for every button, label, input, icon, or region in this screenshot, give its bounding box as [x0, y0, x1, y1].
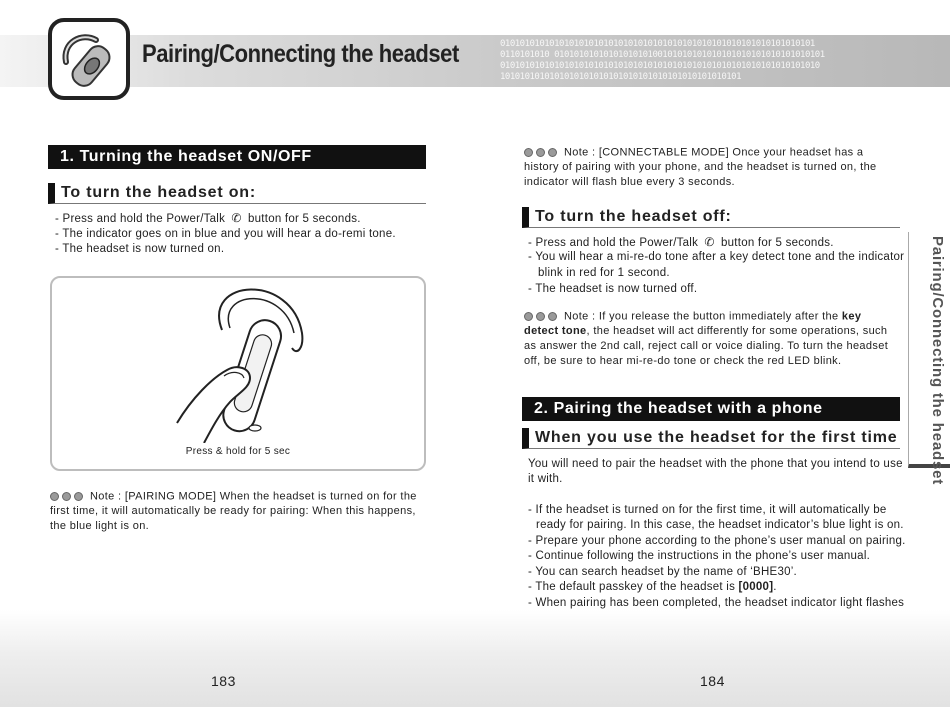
page-number-right: 184: [700, 673, 725, 689]
pair-line-7: - When pairing has been completed, the headset indicator light flashes: [528, 597, 905, 609]
hand-pressing-headset-icon: [52, 278, 424, 443]
note-connectable-mode: Note : [CONNECTABLE MODE] Once your headset has a history of pairing with your phone, and the headset is turned on, the indicator will flash blue every 3 seconds.: [524, 146, 877, 189]
pair-line-5: - You can search headset by the name of ‘BHE30’.: [528, 566, 797, 578]
off-line-2: - You will hear a mi-re-do tone after a key detect tone and the indicator: [528, 251, 905, 263]
intro-line-2: it with.: [528, 473, 563, 485]
side-tab-label: Pairing/Connecting the headset: [929, 236, 946, 486]
on-line-1: - Press and hold the Power/Talk ✆ button for 5 seconds.: [55, 211, 361, 225]
page-number-left: 183: [211, 673, 236, 689]
side-tab: [908, 232, 950, 486]
power-talk-icon: ✆: [704, 235, 715, 249]
intro-line-1: You will need to pair the headset with the phone that you intend to use: [528, 458, 903, 470]
pair-line-2: ready for pairing. In this case, the headset indicator’s blue light is on.: [536, 519, 904, 531]
off-line-4: - The headset is now turned off.: [528, 283, 698, 295]
pair-line-3: - Prepare your phone according to the phone’s user manual on pairing.: [528, 535, 906, 547]
subheading-turn-on: To turn the headset on:: [48, 183, 426, 204]
off-line-1: - Press and hold the Power/Talk ✆ button for 5 seconds.: [528, 235, 834, 249]
on-line-3: - The headset is now turned on.: [55, 243, 225, 255]
on-line-2: - The indicator goes on in blue and you will hear a do-remi tone.: [55, 228, 396, 240]
power-talk-icon: ✆: [231, 211, 242, 225]
note-key-detect: Note : If you release the button immediately after the key detect tone, the headset will act differently for some operations, such as answer the 2nd call, reject call or voice dialing. To turn the headset off, be sure to hear mi-re-do tone or check the red LED blink.: [524, 310, 889, 368]
note-dots-icon: [524, 309, 560, 324]
note-dots-icon: [524, 145, 560, 160]
section-pairing: 2. Pairing the headset with a phone: [522, 397, 900, 421]
off-line-3: blink in red for 1 second.: [538, 267, 670, 279]
binary-pattern: 0101010101010101010101010101010101010101010101010101010101010101 0110101010 0101010101010101010100101010101010101010101010101010101 01010101010101010101010101010101010101010101010101010101010101010 1010101010101010101010101010101010101010101010101: [500, 39, 825, 82]
subheading-first-time: When you use the headset for the first time: [522, 428, 900, 449]
pair-line-6: - The default passkey of the headset is [0000].: [528, 581, 777, 593]
headset-icon: [52, 22, 126, 96]
page-title: Pairing/Connecting the headset: [142, 40, 459, 68]
figure-box: [50, 276, 426, 471]
section-turning-on-off: 1. Turning the headset ON/OFF: [48, 145, 426, 169]
pair-line-4: - Continue following the instructions in the phone’s user manual.: [528, 550, 871, 562]
default-passkey: [0000]: [738, 581, 774, 593]
note-dots-icon: [50, 489, 86, 504]
note-pairing-mode: Note : [PAIRING MODE] When the headset is turned on for the first time, it will automatically be ready for pairing: When this happens, the blue light is on.: [50, 490, 417, 533]
bottom-cloud-band: [0, 610, 950, 707]
pair-line-1: - If the headset is turned on for the first time, it will automatically be: [528, 504, 887, 516]
subheading-turn-off: To turn the headset off:: [522, 207, 900, 228]
figure-caption: Press & hold for 5 sec: [185, 446, 291, 457]
headset-icon-box: [48, 18, 130, 100]
